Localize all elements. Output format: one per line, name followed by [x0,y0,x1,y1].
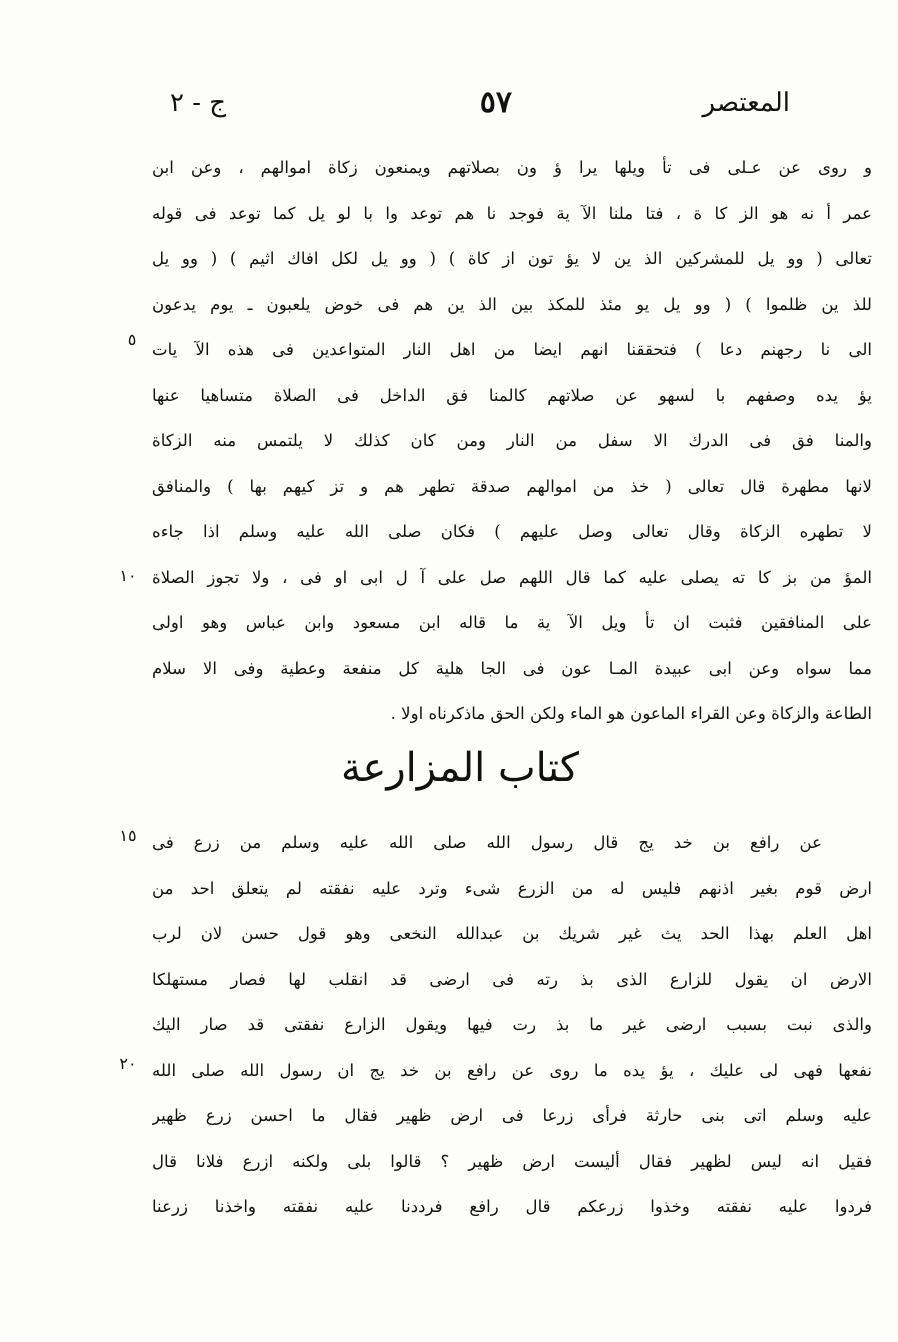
page-header [150,86,790,126]
text-line: و روى عن عـلى فى تأ ويلها يرا ؤ ون بصلاتهم ويمنعون زكاة اموالهم ، وعن ابن [152,158,872,177]
line-number: ١٠ [119,566,137,585]
text-line: عليه وسلم اتى بنى حارثة فرأى زرعا فى ارض ظهير فقال ما احسن زرع ظهير [152,1106,872,1125]
text-line: عن رافع بن خد يج قال رسول الله صلى الله عليه وسلم من زرع فى [152,833,822,852]
text-line: يؤ يده وصفهم با لسهو عن صلاتهم كالمنا فق الداخل فى الصلاة متساهيا عنها [152,385,872,405]
text-line: الارض ان يقول للزارع الذى بذ رته فى ارضى قد انقلب لها فصار مستهلكا [152,969,872,989]
volume-label: ج - ٢ [170,88,227,118]
section-heading: كتاب المزارعة [341,745,579,791]
text-line: الطاعة والزكاة وعن القراء الماعون هو الماء ولكن الحق ماذكرناه اولا . [390,704,872,723]
text-line: اهل العلم بهذا الحد يث غير شريك بن عبدالله النخعى وهو قول حسن لان لرب [152,924,872,943]
paragraph-commentary [152,145,872,737]
running-title: المعتصر [702,88,790,118]
text-line: مما سواه وعن ابى عبيدة المـا عون فى الجا هلية كل منفعة وعطية وفى الا سلام [152,658,872,678]
line-number: ٢٠ [119,1054,137,1073]
line-number: ١٥ [119,826,137,845]
text-line: ارض قوم بغير اذنهم فليس له من الزرع شىء وترد عليه نفقته لم يتعلق احد من [152,878,872,898]
text-line: الى نا رجهنم دعا ) فتحققنا انهم ايضا من اهل النار المتواعدين فى هذه الآ يات [152,340,872,359]
text-line: نفعها فهى لى عليك ، يؤ يده ما روى عن رافع بن خد يج ان رسول الله صلى الله [152,1060,872,1080]
text-line: لا تطهره الزكاة وقال تعالى وصل عليهم ) فكان صلى الله عليه وسلم اذا جاءه [152,522,872,541]
text-line: عمر أ نه هو الز كا ة ، فتا ملنا الآ ية فوجد نا هم توعد وا با لو يل كما توعد فى قوله [152,203,872,223]
text-line: فقيل انه ليس لظهير فقال أليست ارض ظهير ؟ قالوا بلى ولكنه ازرع فلانا قال [152,1151,872,1171]
text-line: والمنا فق فى الدرك الا سفل من النار ومن كان كذلك لا يلتمس منه الزكاة [152,431,872,450]
line-number: ٥ [127,330,137,349]
text-line: تعالى ( وو يل للمشركين الذ ين لا يؤ تون از كاة ) ( وو يل لكل افاك اثيم ) ( وو يل [152,249,872,268]
text-line: والذى نبت بسبب ارضى غير ما بذ رت فيها ويقول الزارع نفقتى قد صار اليك [152,1015,872,1034]
text-line: المؤ من بز كا ته يصلى عليه كما قال اللهم صل على آ ل ابى او فى ، ولا تجوز الصلاة [152,567,872,587]
paragraph-muzaraa [152,820,872,1230]
text-line: على المنافقين فثبت ان تأ ويل الآ ية ما قاله ابن مسعود وابن عباس وهو اولى [152,613,872,632]
text-line: للذ ين ظلموا ) ( وو يل يو مئذ للمكذ بين الذ ين هم فى خوض يلعبون ـ يوم يدعون [152,294,872,314]
text-line: فردوا عليه نفقته وخذوا زرعكم قال رافع فرددنا عليه نفقته واخذنا زرعنا [152,1197,872,1216]
page-number: ٥٧ [479,85,512,120]
text-line: لانها مطهرة قال تعالى ( خذ من اموالهم صدقة تطهر هم و تز كيهم بها ) والمنافق [152,476,872,496]
